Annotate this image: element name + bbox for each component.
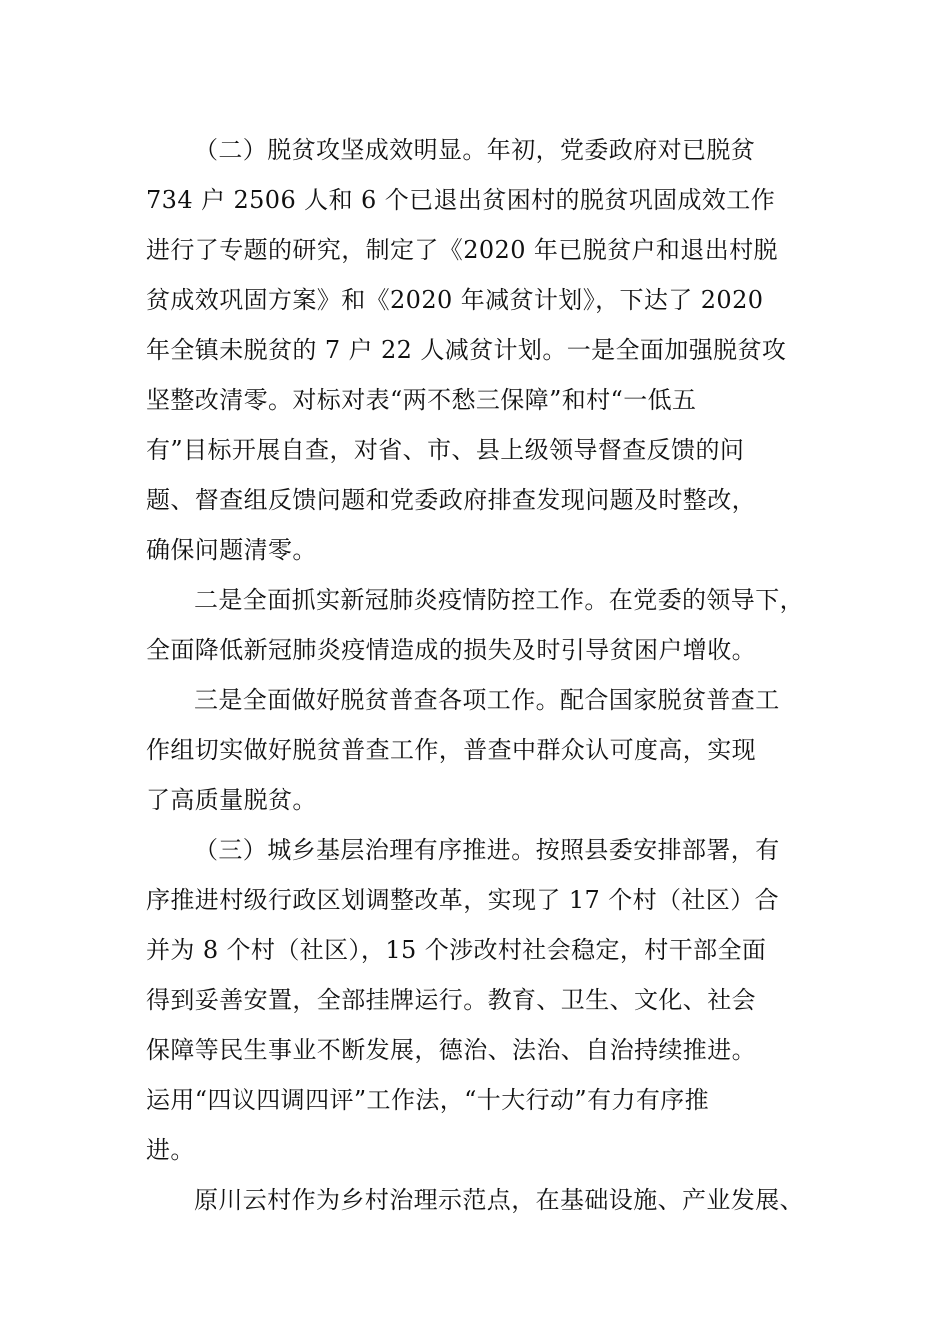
document-body xyxy=(146,125,818,1225)
text-line: 进行了专题的研究，制定了《2020 年已脱贫户和退出村脱 xyxy=(146,236,778,264)
text-line: 保障等民生事业不断发展，德治、法治、自治持续推进。 xyxy=(146,1036,756,1064)
text-line: 原川云村作为乡村治理示范点，在基础设施、产业发展、 xyxy=(194,1186,804,1214)
text-line: 贫成效巩固方案》和《2020 年减贫计划》，下达了 2020 xyxy=(146,286,764,314)
text-line: 并为 8 个村（社区），15 个涉改村社会稳定，村干部全面 xyxy=(146,936,767,964)
text-line: 三是全面做好脱贫普查各项工作。配合国家脱贫普查工 xyxy=(194,686,780,714)
text-line: 二是全面抓实新冠肺炎疫情防控工作。在党委的领导下， xyxy=(194,586,804,614)
text-line: 坚整改清零。对标对表“两不愁三保障”和村“一低五 xyxy=(146,386,697,414)
text-line: 确保问题清零。 xyxy=(146,536,317,564)
text-line: （三）城乡基层治理有序推进。按照县委安排部署，有 xyxy=(194,836,780,864)
text-line: 年全镇未脱贫的 7 户 22 人减贫计划。一是全面加强脱贫攻 xyxy=(146,336,787,364)
paragraph-poverty-census xyxy=(146,675,818,825)
text-line: 了高质量脱贫。 xyxy=(146,786,317,814)
text-line: （二）脱贫攻坚成效明显。年初，党委政府对已脱贫 xyxy=(194,136,756,164)
text-line: 得到妥善安置，全部挂牌运行。教育、卫生、文化、社会 xyxy=(146,986,756,1014)
text-line: 运用“四议四调四评”工作法，“十大行动”有力有序推 xyxy=(146,1086,710,1114)
text-line: 有”目标开展自查，对省、市、县上级领导督查反馈的问 xyxy=(146,436,745,464)
text-line: 全面降低新冠肺炎疫情造成的损失及时引导贫困户增收。 xyxy=(146,636,756,664)
text-line: 作组切实做好脱贫普查工作，普查中群众认可度高，实现 xyxy=(146,736,756,764)
paragraph-demonstration-village xyxy=(146,1175,818,1225)
text-line: 题、督查组反馈问题和党委政府排查发现问题及时整改， xyxy=(146,486,756,514)
paragraph-poverty-alleviation xyxy=(146,125,818,575)
paragraph-grassroots-governance xyxy=(146,825,818,1175)
paragraph-epidemic-control xyxy=(146,575,818,675)
text-line: 序推进村级行政区划调整改革，实现了 17 个村（社区）合 xyxy=(146,886,779,914)
text-line: 734 户 2506 人和 6 个已退出贫困村的脱贫巩固成效工作 xyxy=(146,186,776,214)
text-line: 进。 xyxy=(146,1136,195,1164)
